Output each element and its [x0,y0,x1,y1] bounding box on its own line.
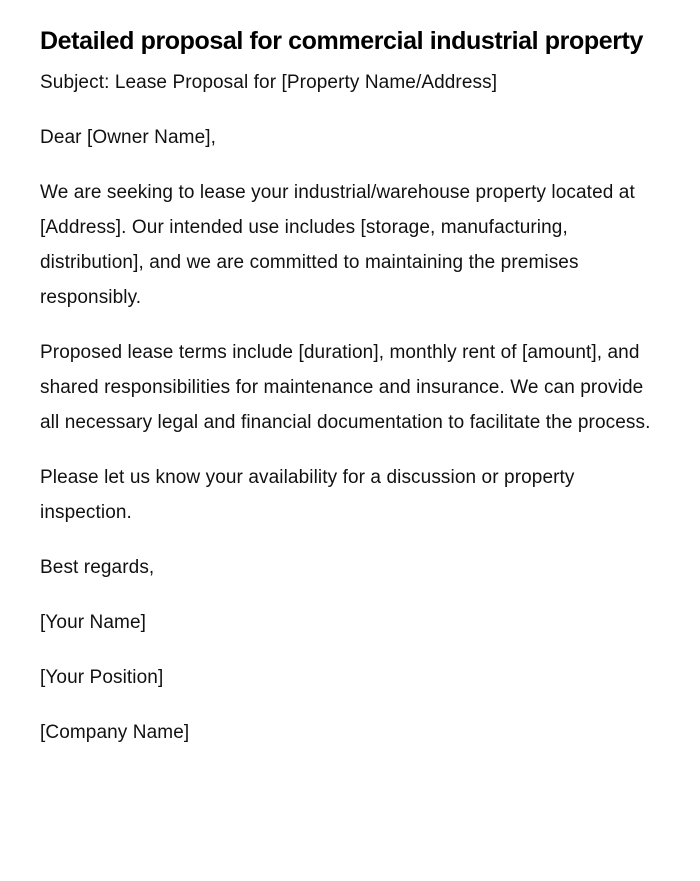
signature-name: [Your Name] [40,612,147,633]
signature-position: [Your Position] [40,667,164,688]
signature-company: [Company Name] [40,722,190,743]
document-title: Detailed proposal for commercial industrial property [40,27,643,55]
subject-line: Subject: Lease Proposal for [Property Name/Address] [40,72,498,93]
closing: Best regards, [40,557,155,578]
salutation: Dear [Owner Name], [40,127,217,148]
body-paragraph-intended-use: We are seeking to lease your industrial/warehouse property located at [Address]. Our intended use includes [storage, manufacturing, distribution], and we are committed to maintaining the premises responsibly. [40,182,635,308]
body-paragraph-lease-terms: Proposed lease terms include [duration], monthly rent of [amount], and shared responsibilities for maintenance and insurance. We can provide all necessary legal and financial documentation to facilitate the process. [40,342,651,433]
body-paragraph-availability: Please let us know your availability for a discussion or property inspection. [40,467,575,523]
